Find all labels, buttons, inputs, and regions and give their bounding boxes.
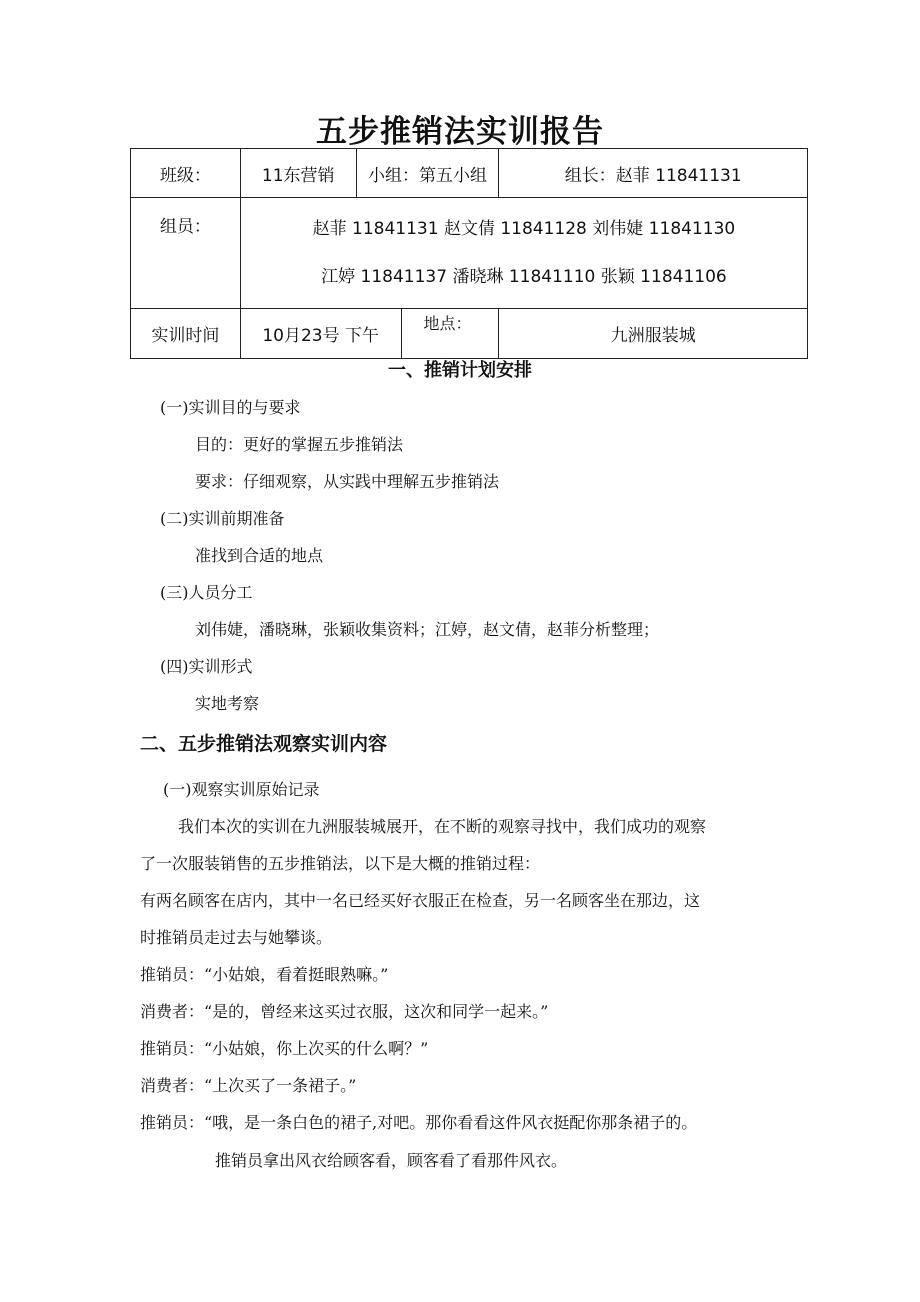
time-label: 实训时间 (131, 309, 241, 359)
members-line-1: 赵菲 11841131 赵文倩 11841128 刘伟婕 11841130 (312, 219, 736, 239)
leader-value: 组长：赵菲 11841131 (499, 149, 808, 198)
section2-line-1: 我们本次的实训在九洲服装城展开，在不断的观察寻找中，我们成功的观察 (178, 817, 707, 836)
info-row-class (131, 149, 808, 198)
dialogue-line-3: 推销员：“小姑娘，你上次买的什么啊？” (140, 1039, 429, 1058)
section1-item-4: (二)实训前期准备 (160, 509, 285, 528)
class-label: 班级： (131, 149, 241, 198)
members-cell (240, 198, 807, 309)
dialogue-line-5: 推销员：“哦，是一条白色的裙子,对吧。那你看看这件风衣挺配你那条裙子的。 (140, 1113, 698, 1132)
info-row-time (131, 309, 808, 359)
members-line-2: 江婷 11841137 潘晓琳 11841110 张颖 11841106 (321, 267, 727, 287)
section1-item-5: 准找到合适的地点 (195, 546, 324, 565)
group-value: 小组：第五小组 (356, 149, 499, 198)
section2-heading: 二、五步推销法观察实训内容 (140, 733, 388, 755)
section1-item-9: 实地考察 (195, 694, 260, 713)
section1-heading: 一、推销计划安排 (388, 360, 532, 381)
section2-line-2: 了一次服装销售的五步推销法，以下是大概的推销过程： (140, 854, 541, 873)
info-table (130, 148, 808, 359)
place-value: 九洲服装城 (499, 309, 808, 359)
class-value: 11东营销 (240, 149, 356, 198)
section2-line-4: 时推销员走过去与她攀谈。 (140, 928, 333, 947)
dialogue-line-1: 推销员：“小姑娘，看着挺眼熟嘛。” (140, 965, 389, 984)
document-title: 五步推销法实训报告 (316, 114, 604, 150)
narration-line: 推销员拿出风衣给顾客看，顾客看了看那件风衣。 (215, 1151, 568, 1170)
place-label: 地点： (401, 309, 499, 359)
dialogue-line-4: 消费者：“上次买了一条裙子。” (140, 1076, 357, 1095)
section1-item-1: (一)实训目的与要求 (160, 398, 301, 417)
section1-item-6: (三)人员分工 (160, 583, 253, 602)
info-row-members (131, 198, 808, 309)
members-label: 组员： (131, 198, 241, 309)
time-value: 10月23号 下午 (240, 309, 401, 359)
section1-item-8: (四)实训形式 (160, 657, 253, 676)
section1-item-2: 目的：更好的掌握五步推销法 (195, 435, 404, 454)
section2-subheading: (一)观察实训原始记录 (163, 780, 320, 799)
section1-item-3: 要求：仔细观察，从实践中理解五步推销法 (195, 472, 500, 491)
section2-line-3: 有两名顾客在店内，其中一名已经买好衣服正在检查，另一名顾客坐在那边，这 (140, 891, 701, 910)
dialogue-line-2: 消费者：“是的，曾经来这买过衣服，这次和同学一起来。” (140, 1002, 549, 1021)
section1-item-7: 刘伟婕，潘晓琳，张颖收集资料；江婷，赵文倩，赵菲分析整理； (195, 620, 660, 639)
